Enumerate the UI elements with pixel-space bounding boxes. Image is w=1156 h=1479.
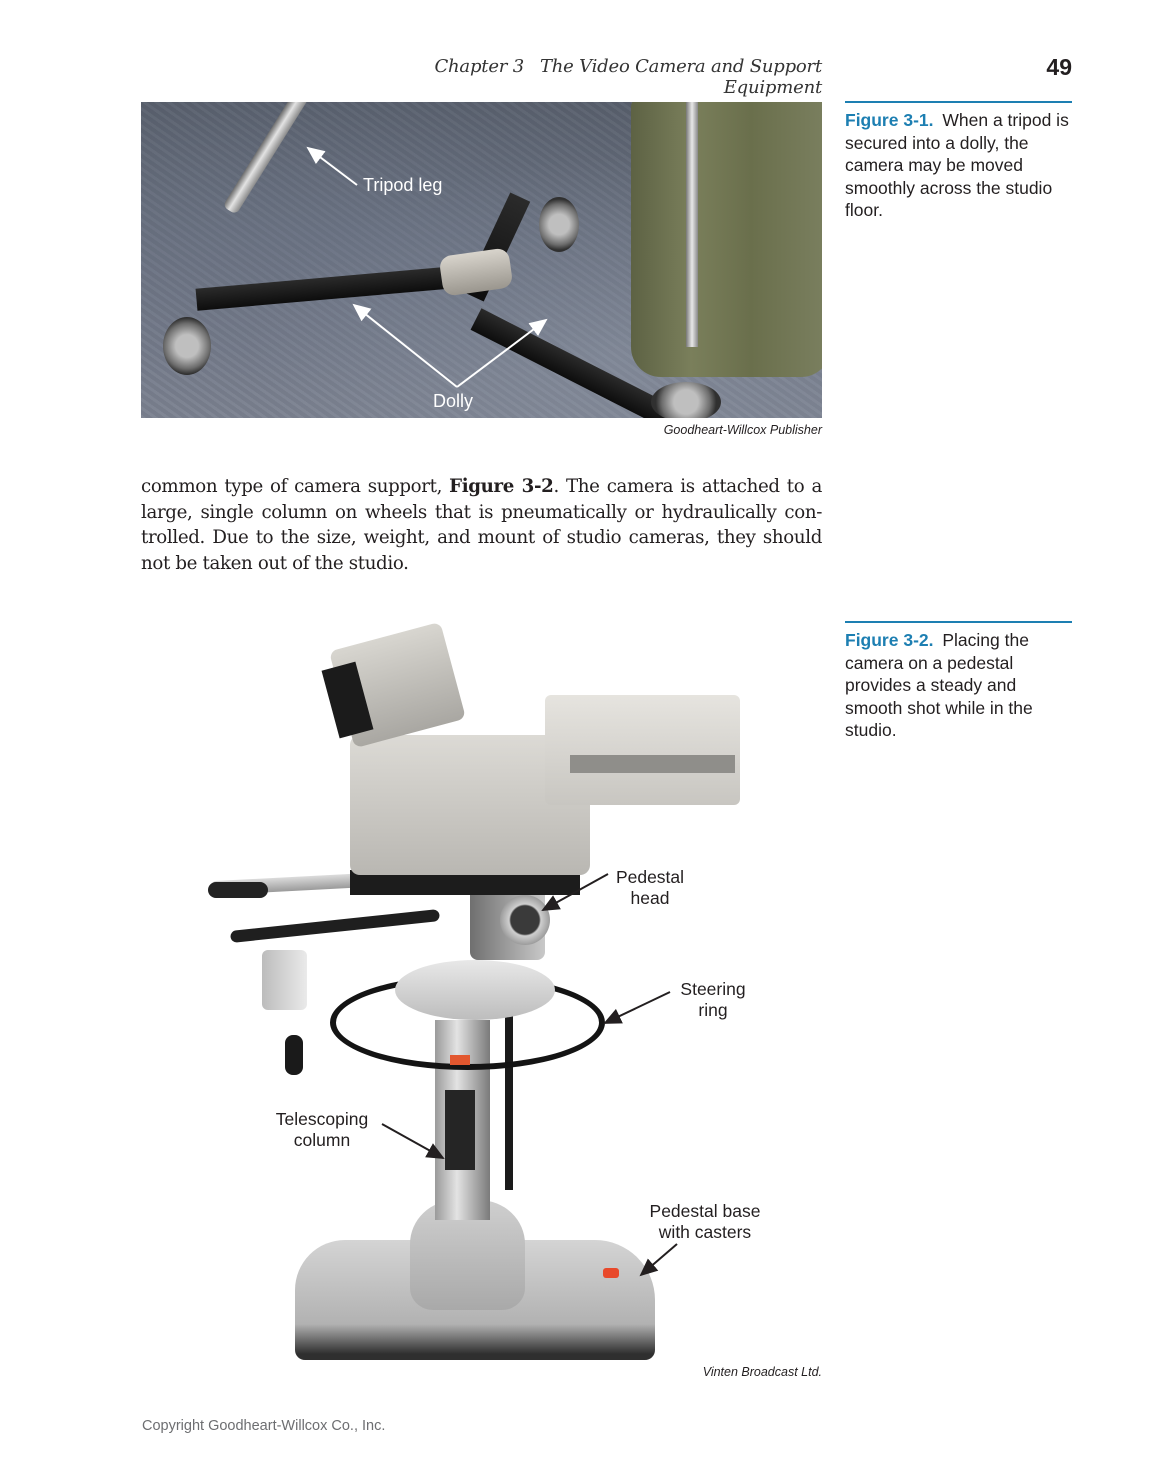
label-line: ring (698, 1000, 728, 1020)
callout-arrows (141, 102, 822, 418)
label-line: Pedestal base (649, 1201, 761, 1221)
figure-3-2-photo (200, 620, 822, 1365)
caption-text: When a tripod is secured into a dolly, the camera may be moved smoothly across the studio floor. (845, 110, 1069, 220)
figure-3-1-caption (845, 101, 1072, 222)
figure-3-2-credit: Vinten Broadcast Ltd. (702, 1365, 822, 1379)
label-line: Steering (680, 979, 746, 999)
label-line: head (630, 888, 670, 908)
body-text-part: . The camera is attached to a large, single column on wheels that is pneumatically or hydraulically con-trolled. Due to the size, weight, and mount of studio cameras, they should not be taken out of the studio. (141, 476, 822, 574)
label-telescoping-column (268, 1109, 376, 1151)
figure-3-1-credit: Goodheart-Willcox Publisher (663, 423, 822, 437)
page-number: 49 (1046, 54, 1072, 80)
chapter-number: Chapter 3 (434, 56, 524, 77)
running-header (380, 56, 822, 98)
caption-text: Placing the camera on a pedestal provides a steady and smooth shot while in the studio. (845, 630, 1033, 740)
chapter-title: The Video Camera and Support Equipment (539, 56, 822, 98)
label-pedestal-base (638, 1201, 772, 1243)
caption-figure-label: Figure 3-2. (845, 630, 934, 650)
label-line: Telescoping (275, 1109, 369, 1129)
body-text-part: common type of camera support, (141, 476, 450, 497)
label-dolly: Dolly (433, 391, 474, 411)
label-steering-ring (668, 979, 758, 1021)
caption-figure-label: Figure 3-1. (845, 110, 934, 130)
label-pedestal-head (605, 867, 695, 909)
label-line: Pedestal (615, 867, 685, 887)
label-tripod-leg: Tripod leg (363, 175, 443, 195)
figure-reference: Figure 3-2 (449, 476, 554, 497)
figure-3-2-caption (845, 621, 1072, 742)
label-line: with casters (658, 1222, 752, 1242)
body-paragraph (141, 474, 822, 576)
figure-3-1-photo (141, 102, 822, 418)
copyright-footer: Copyright Goodheart-Willcox Co., Inc. (142, 1418, 386, 1434)
label-line: column (293, 1130, 351, 1150)
